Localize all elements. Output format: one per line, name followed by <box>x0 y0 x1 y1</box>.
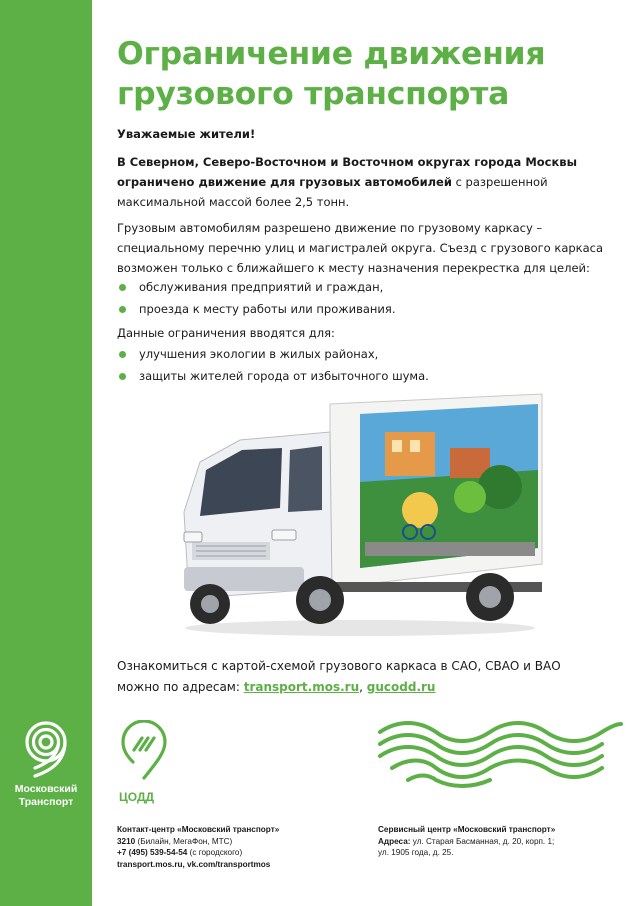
list-item <box>117 298 395 320</box>
moscow-transport-logo <box>0 718 92 809</box>
wave-pattern <box>378 718 623 790</box>
short-number-note: (Билайн, МегаФон, МТС) <box>135 836 233 846</box>
codd-pin-icon <box>117 720 171 784</box>
map-info-line2 <box>117 677 617 698</box>
purposes-list <box>117 276 395 320</box>
bullet-icon <box>119 351 126 358</box>
title-line2: грузового транспорта <box>117 76 510 112</box>
address-line2: ул. 1905 года, д. 25. <box>378 848 454 857</box>
gucodd-link[interactable]: gucodd.ru <box>366 680 436 694</box>
intro-bold-text: В Северном, Северо-Восточном и Восточном округах города Москвы ограничено движение для грузовых автомобилей <box>117 155 577 189</box>
sidebar <box>0 0 92 906</box>
moscow-transport-nine-icon <box>17 718 75 780</box>
websites[interactable]: transport.mos.ru, vk.com/transportmos <box>117 859 271 869</box>
list-item-text: улучшения экологии в жилых районах, <box>139 347 379 361</box>
bullet-icon <box>119 284 126 291</box>
intro-rest-text: с разрешенной максимальной массой более 2,5 тонн. <box>117 175 548 209</box>
restrictions-intro: Данные ограничения вводятся для: <box>117 326 335 340</box>
intro-paragraph <box>117 152 617 212</box>
page-title <box>117 34 617 114</box>
bullet-icon <box>119 306 126 313</box>
truck-illustration <box>170 392 550 642</box>
map-info-line1: Ознакомиться с картой-схемой грузового каркаса в САО, СВАО и ВАО <box>117 659 561 673</box>
reasons-list <box>117 343 429 387</box>
service-heading: Сервисный центр «Московский транспорт» <box>378 825 556 834</box>
codd-logo <box>117 720 187 804</box>
moscow-transport-name-line1: Московский <box>14 783 78 795</box>
moscow-transport-name-line2: Транспорт <box>18 796 74 808</box>
contact-center <box>117 824 279 870</box>
map-info <box>117 656 617 698</box>
list-item <box>117 365 429 387</box>
transport-mos-link[interactable]: transport.mos.ru <box>243 680 360 694</box>
list-item-text: защиты жителей города от избыточного шума. <box>139 369 429 383</box>
link-separator: , <box>359 680 367 694</box>
address-label: Адреса: <box>378 836 411 846</box>
map-info-prefix: можно по адресам: <box>117 680 244 694</box>
contact-heading: Контакт-центр «Московский транспорт» <box>117 825 280 834</box>
service-center <box>378 824 608 859</box>
phone-note: (с городского) <box>187 848 243 857</box>
title-line1: Ограничение движения <box>117 36 546 72</box>
short-number[interactable]: 3210 <box>117 836 136 846</box>
list-item <box>117 276 395 298</box>
list-item-text: обслуживания предприятий и граждан, <box>139 280 384 294</box>
greeting: Уважаемые жители! <box>117 127 256 141</box>
list-item-text: проезда к месту работы или проживания. <box>139 302 396 316</box>
address-line1: ул. Старая Басманная, д. 20, корп. 1; <box>410 836 555 846</box>
phone-number[interactable]: +7 (495) 539-54-54 <box>117 848 188 857</box>
bullet-icon <box>119 373 126 380</box>
list-item <box>117 343 429 365</box>
rules-paragraph: Грузовым автомобилям разрешено движение по грузовому каркасу – специальному перечню улиц и магистралей округа. Съезд с грузового каркаса возможен только с ближайшего к месту назначения перекрестка для целей: <box>117 221 604 275</box>
codd-label: ЦОДД <box>119 790 155 804</box>
